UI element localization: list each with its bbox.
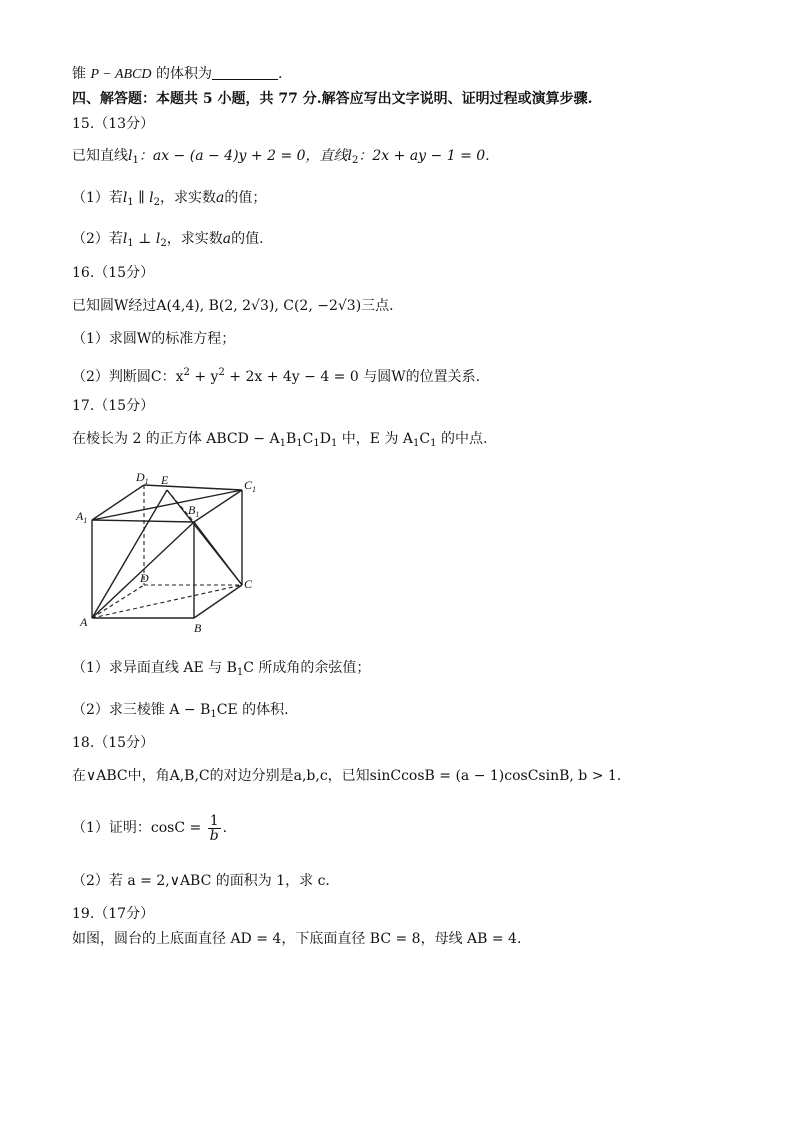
numerator: 1: [209, 812, 219, 829]
seg-B1-C: [194, 522, 242, 585]
text: C 所成角的余弦值；: [243, 660, 371, 676]
subscript: 1: [236, 667, 244, 678]
q19-stem: 如图，圆台的上底面直径 AD = 4，下底面直径 BC = 8，母线 AB = 4.: [72, 931, 522, 947]
math: a: [216, 190, 225, 206]
subscript: 2: [153, 197, 161, 208]
text: （2）判断圆C：x: [72, 369, 184, 385]
math: l: [128, 148, 133, 164]
label-A1: $A_1$: [76, 509, 88, 525]
math: ：2x + ay − 1 = 0.: [358, 148, 490, 164]
q16-heading: 16.（15分）: [72, 265, 155, 281]
q15-stem: [72, 146, 490, 171]
q15-part1: [72, 188, 266, 213]
subscript: 1: [127, 197, 134, 208]
subscript: 1: [210, 709, 217, 720]
subscript: 1: [313, 438, 320, 449]
hidden-diag-A-C: [92, 585, 242, 618]
seg-A-E: [92, 490, 167, 618]
math: l: [347, 148, 353, 164]
edge-D1-C1: [144, 485, 242, 490]
math: a: [222, 231, 232, 247]
section-title: 四、解答题：本题共 5 小题，共 77 分.解答应写出文字说明、证明过程或演算步骤.: [72, 91, 593, 107]
question-14-continuation: [72, 64, 282, 85]
label-A: A: [80, 615, 88, 629]
q19-heading: 19.（17分）: [72, 906, 155, 922]
text: C: [419, 431, 431, 447]
superscript: 2: [218, 367, 225, 378]
edge-A1-B1: [92, 520, 194, 522]
text: 在棱长为 2 的正方体 ABCD − A: [72, 431, 280, 447]
math: ：ax − (a − 4)y + 2 = 0，直线: [138, 148, 348, 164]
text: 已知直线: [72, 148, 128, 164]
label-D: D: [140, 571, 149, 585]
subscript: 1: [132, 155, 139, 166]
subscript: 1: [430, 438, 437, 449]
text: 的体积为: [155, 66, 212, 82]
text: 的中点.: [436, 431, 488, 447]
math: l: [122, 231, 128, 247]
label-B: B: [194, 621, 202, 635]
subscript: 1: [296, 438, 303, 449]
text: 的值.: [231, 231, 264, 247]
text: + 2x + 4y − 4 = 0 与圆W的位置关系.: [224, 369, 481, 385]
text: 的值；: [224, 190, 267, 206]
hidden-edge-A-D: [92, 585, 144, 618]
text: .: [222, 820, 228, 836]
text: （1）证明：cosC =: [72, 820, 206, 836]
fraction: [208, 814, 221, 843]
denominator: b: [209, 827, 219, 844]
subscript: 2: [352, 155, 359, 166]
text: + y: [189, 369, 219, 385]
cube-figure: [74, 470, 264, 635]
label-C1: $C_1$: [244, 478, 257, 494]
math: l: [122, 190, 128, 206]
text: C: [302, 431, 314, 447]
q16-stem: 已知圆W经过A(4,4), B(2, 2√3), C(2, −2√3)三点.: [72, 298, 394, 314]
text: （1）求异面直线 AE 与 B: [72, 660, 237, 676]
math-expr: P − ABCD: [90, 67, 152, 82]
text: 中，E 为 A: [337, 431, 414, 447]
math: ⊥: [133, 231, 156, 247]
text: 锥: [72, 66, 86, 82]
q17-part2: [72, 700, 289, 725]
q17-stem: [72, 429, 487, 454]
seg-A-B1: [92, 522, 194, 618]
q15-part2: [72, 229, 264, 254]
subscript: 1: [279, 438, 286, 449]
text: ，求实数: [160, 190, 217, 206]
text: B: [285, 431, 297, 447]
text: .: [277, 66, 283, 82]
q17-part1: [72, 658, 370, 683]
text: CE 的体积.: [216, 702, 289, 718]
q18-part2: （2）若 a = 2,∨ABC 的面积为 1，求 c.: [72, 873, 330, 889]
answer-blank: [212, 65, 278, 80]
q16-part1: （1）求圆W的标准方程；: [72, 331, 236, 347]
text: ，求实数: [166, 231, 223, 247]
q16-part2: [72, 363, 480, 387]
subscript: 1: [127, 238, 134, 249]
text: D: [319, 431, 331, 447]
q18-part1: [72, 812, 227, 844]
subscript: 1: [413, 438, 420, 449]
subscript: 1: [330, 438, 338, 449]
text: （2）求三棱锥 A − B: [72, 702, 211, 718]
q17-heading: 17.（15分）: [72, 398, 155, 414]
text: （2）若: [72, 231, 123, 247]
subscript: 2: [160, 238, 167, 249]
math: l: [155, 231, 161, 247]
label-C: C: [244, 577, 253, 591]
label-D1: $D_1$: [136, 470, 149, 486]
text: （1）若: [72, 190, 123, 206]
label-E: E: [161, 473, 169, 487]
label-B1: $B_1$: [188, 503, 200, 519]
math: l: [149, 190, 154, 206]
q18-stem: 在∨ABC中，角A,B,C的对边分别是a,b,c，已知sinCcosB = (a − 1)cosCsinB, b > 1.: [72, 768, 622, 784]
q18-heading: 18.（15分）: [72, 735, 155, 751]
superscript: 2: [183, 367, 190, 378]
math: ∥: [133, 190, 150, 206]
q15-heading: 15.（13分）: [72, 116, 155, 132]
